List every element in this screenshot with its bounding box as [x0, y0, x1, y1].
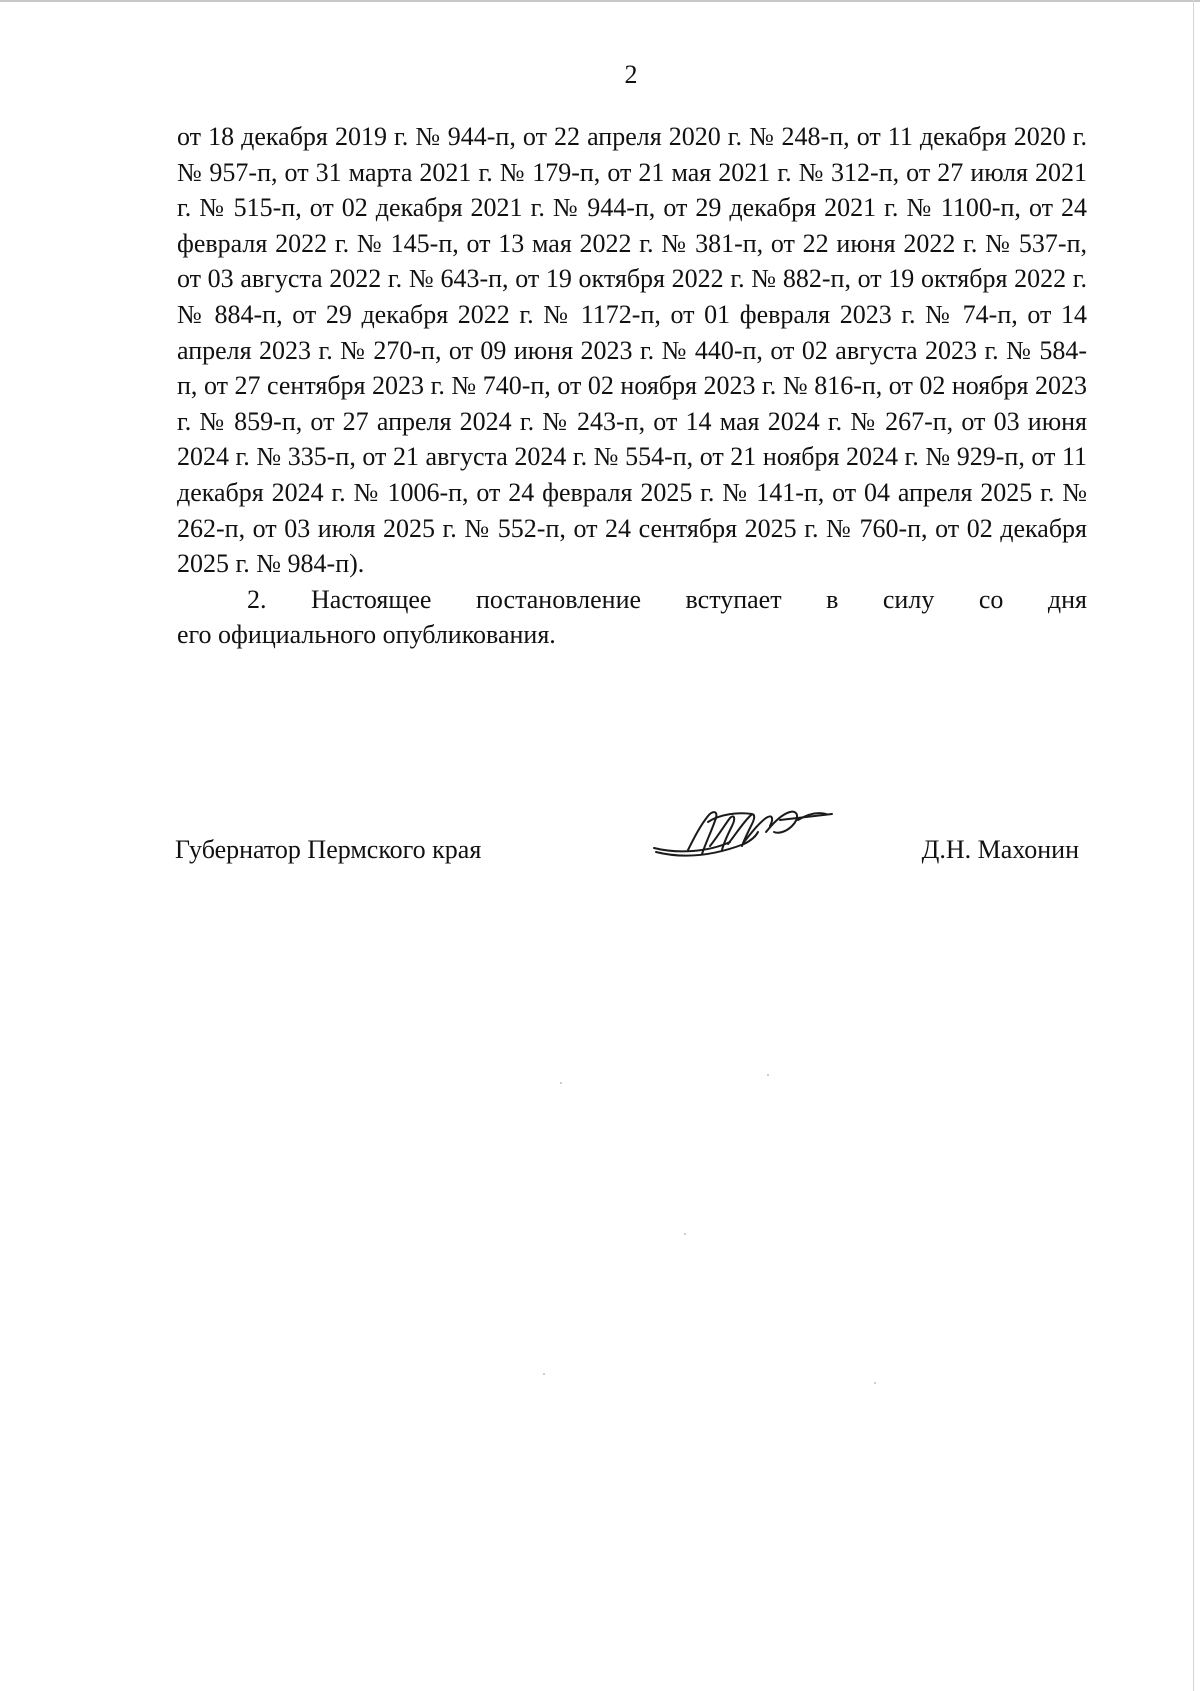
scan-speck: [874, 1382, 876, 1384]
scan-speck: [684, 1233, 686, 1235]
scan-speck: [560, 1082, 562, 1084]
handwritten-signature-icon: [648, 802, 838, 872]
signer-name: Д.Н. Махонин: [921, 835, 1079, 864]
document-body: [177, 119, 1087, 653]
signer-position-title: Губернатор Пермского края: [175, 835, 482, 864]
signature-block: [175, 832, 1085, 878]
scan-edge-top: [0, 0, 1200, 2]
paragraph-entry-into-force-line-2: его официального опубликования.: [177, 620, 556, 650]
paragraph-amendments-list: от 18 декабря 2019 г. № 944-п, от 22 апреля 2020 г. № 248-п, от 11 декабря 2020 г. № 957-п, от 31 марта 2021 г. № 179-п, от 21 мая 2021 г. № 312-п, от 27 июля 2021 г. № 515-п, от 02 декабря 2021 г. № 944-п, от 29 декабря 2021 г. № 1100-п, от 24 февраля 2022 г. № 145-п, от 13 мая 2022 г. № 381-п, от 22 июня 2022 г. № 537-п, от 03 августа 2022 г. № 643-п, от 19 октября 2022 г. № 882-п, от 19 октября 2022 г. № 884-п, от 29 декабря 2022 г. № 1172-п, от 01 февраля 2023 г. № 74-п, от 14 апреля 2023 г. № 270-п, от 09 июня 2023 г. № 440-п, от 02 августа 2023 г. № 584-п, от 27 сентября 2023 г. № 740-п, от 02 ноября 2023 г. № 816-п, от 02 ноября 2023 г. № 859-п, от 27 апреля 2024 г. № 243-п, от 14 мая 2024 г. № 267-п, от 03 июня 2024 г. № 335-п, от 21 августа 2024 г. № 554-п, от 21 ноября 2024 г. № 929-п, от 11 декабря 2024 г. № 1006-п, от 24 февраля 2025 г. № 141-п, от 04 апреля 2025 г. № 262-п, от 03 июля 2025 г. № 552-п, от 24 сентября 2025 г. № 760-п, от 02 декабря 2025 г. № 984-п).: [177, 122, 1087, 579]
scan-edge-right: [1193, 0, 1194, 1691]
page-number: 2: [624, 60, 638, 89]
scan-speck: [767, 1074, 769, 1076]
paragraph-entry-into-force: [177, 582, 1087, 653]
paragraph-entry-into-force-line-1: 2. Настоящее постановление вступает в силу со дня: [247, 584, 1087, 614]
scan-speck: [543, 1373, 545, 1375]
